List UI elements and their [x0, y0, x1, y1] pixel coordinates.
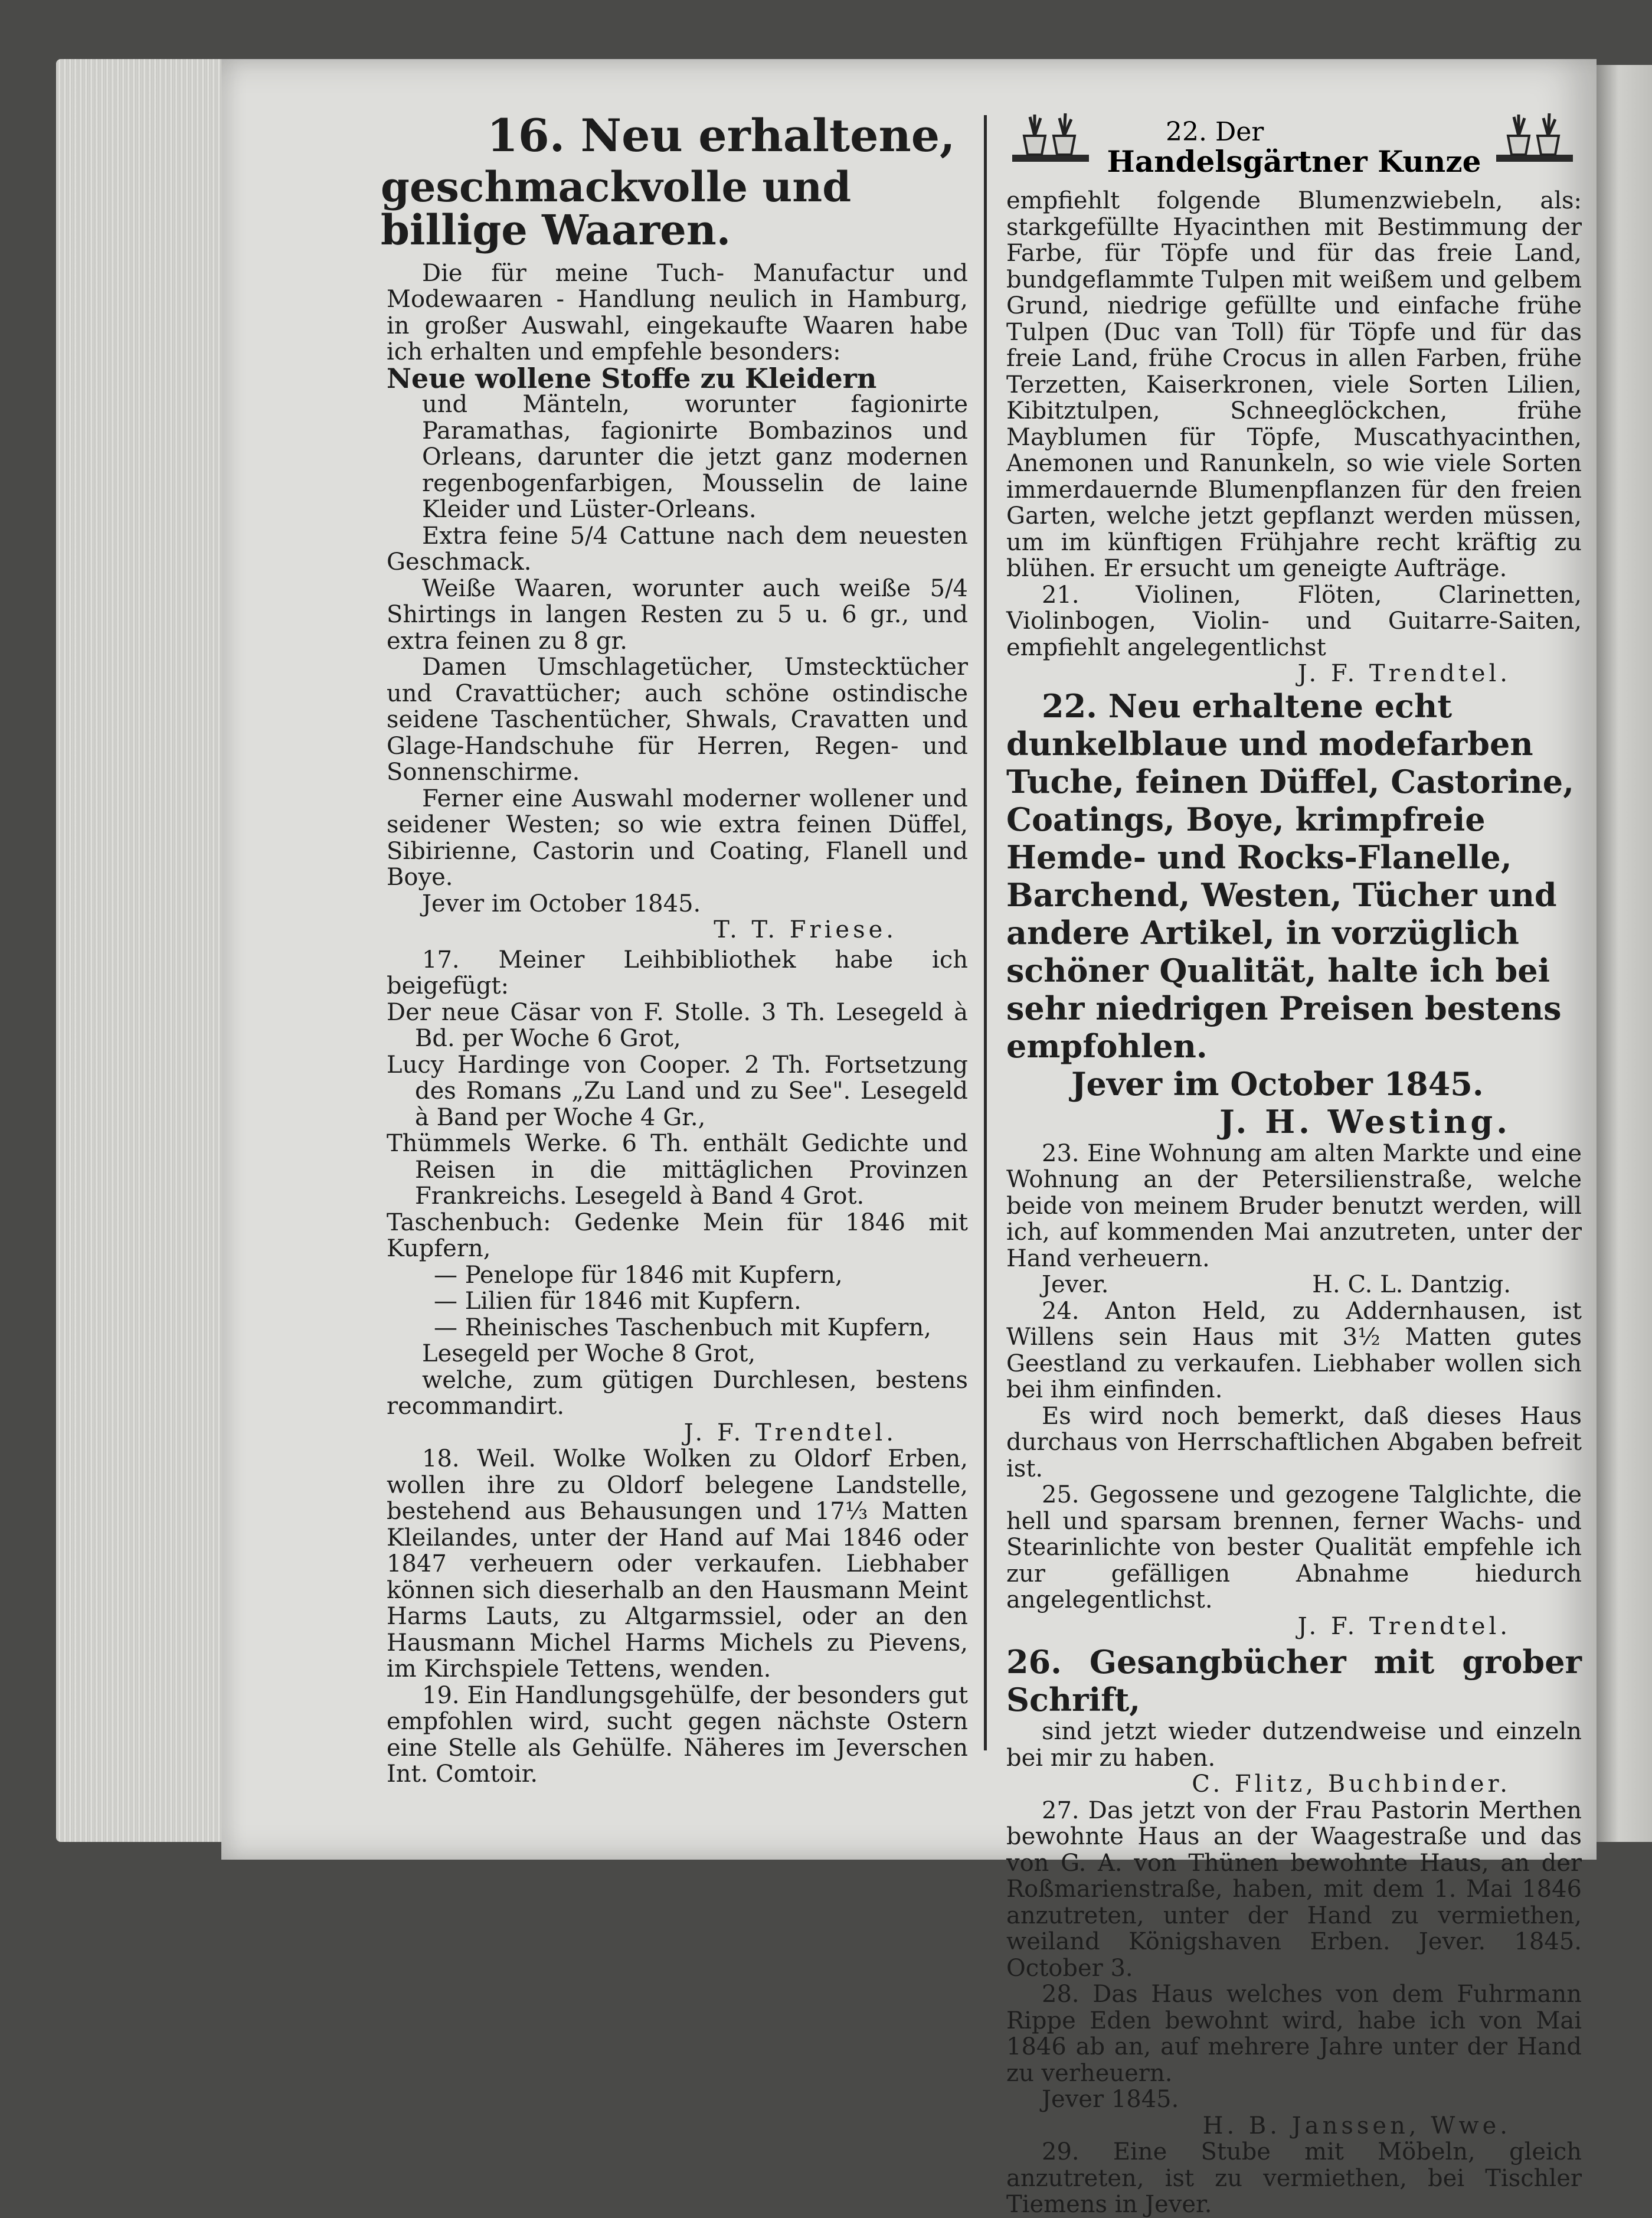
- ad26-signature: C. Flitz, Buchbinder.: [1192, 1771, 1511, 1798]
- ad16-wool-heading: Neue wollene Stoffe zu Kleidern: [387, 362, 877, 394]
- ad17-item-1: Der neue Cäsar von F. Stolle. 3 Th. Lesegeld à Bd. per Woche 6 Grot,: [387, 998, 968, 1053]
- ad28-place: Jever 1845.: [1042, 2086, 1179, 2113]
- ad16-wool-text: und Mänteln, worunter fagionirte Paramathas, fagionirte Bombazinos und Orleans, darunter die jetzt ganz modernen regenbogenfarbigen, Mousselin de laine Kleider und Lüster-Orleans.: [422, 391, 968, 524]
- ad22-kunze-title: Handelsgärtner Kunze: [1107, 144, 1481, 179]
- ad21-signature: J. F. Trendtel.: [1297, 660, 1511, 687]
- ad26-heading: 26. Gesangbücher mit grober Schrift,: [1006, 1643, 1582, 1719]
- left-column: [381, 109, 968, 1788]
- ad17-item-4: Taschenbuch: Gedenke Mein für 1846 mit Kupfern,: [387, 1208, 968, 1263]
- ad16-cattune: Extra feine 5/4 Cattune nach dem neuesten Geschmack.: [387, 522, 968, 576]
- ad23-place: Jever.: [1042, 1271, 1109, 1298]
- ad16-place-date: Jever im October 1845.: [422, 890, 701, 917]
- ad17-item-6: — Lilien für 1846 mit Kupfern.: [434, 1288, 802, 1315]
- ad17-item-3: Thümmels Werke. 6 Th. enthält Gedichte und Reisen in die mittäglichen Provinzen Frankreichs. Lesegeld à Band 4 Grot.: [387, 1130, 968, 1210]
- ad18-text: 18. Weil. Wolke Wolken zu Oldorf Erben, wollen ihre zu Oldorf belegene Landstelle, bestehend aus Behausungen und 17⅓ Matten Kleilandes, unter der Hand auf Mai 1846 oder 1847 verheuern oder verkaufen. Liebhaber können sich dieserhalb an den Hausmann Meint Harms Lauts, zu Altgarmssiel, oder an den Hausmann Michel Harms Michels zu Pievens, im Kirchspiele Tettens, wenden.: [387, 1445, 968, 1683]
- ad22-kunze-number: 22. Der: [1166, 117, 1264, 147]
- ad16-heading-1: 16. Neu erhaltene,: [487, 109, 956, 162]
- ad22-westing-place: Jever im October 1845.: [1071, 1064, 1484, 1103]
- ad17-recommend: welche, zum gütigen Durchlesen, bestens recommandirt.: [387, 1366, 968, 1420]
- ad16-intro: Die für meine Tuch- Manufactur und Modewaaren - Handlung neulich in Hamburg, in großer Auswahl, eingekaufte Waaren habe ich erhalten und empfehle besonders:: [387, 259, 968, 366]
- ad22-westing-text: 22. Neu erhaltene echt dunkelblaue und modefarben Tuche, feinen Düffel, Castorine, Coatings, Boye, krimpfreie Hemde- und Rocks-Flanelle, Barchend, Westen, Tücher und andere Artikel, in vorzüglich schöner Qualität, halte ich bei sehr niedrigen Preisen bestens empfohlen.: [1006, 687, 1574, 1065]
- ad22-kunze-text: empfiehlt folgende Blumenzwiebeln, als: starkgefüllte Hyacinthen mit Bestimmung der Farbe, für Töpfe und für das freie Land, bundgeflammte Tulpen mit weißem und gelbem Grund, niedrige gefüllte und einfache frühe Tulpen (Duc van Toll) für Töpfe und für das freie Land, frühe Crocus in allen Farben, frühe Terzetten, Kaiserkronen, viele Sorten Lilien, Kibitztulpen, Schneeglöckchen, frühe Mayblumen für Töpfe, Muscathyacinthen, Anemonen und Ranunkeln, so wie viele Sorten immerdauernde Blumenpflanzen für den freien Garten, welche jetzt gepflanzt werden müssen, um im künftigen Frühjahre recht kräftig zu blühen. Er ersucht um geneigte Aufträge.: [1006, 187, 1582, 582]
- ad17-item-2: Lucy Hardinge von Cooper. 2 Th. Fortsetzung des Romans „Zu Land und zu See". Lesegeld à Band per Woche 4 Gr.,: [387, 1051, 968, 1131]
- ad17-intro: 17. Meiner Leihbibliothek habe ich beigefügt:: [387, 946, 968, 1000]
- ad17-signature: J. F. Trendtel.: [683, 1419, 897, 1446]
- ad24-text: 24. Anton Held, zu Addernhausen, ist Willens sein Haus mit 3½ Matten gutes Geestland zu verkaufen. Liebhaber wollen sich bei ihm einfinden.: [1006, 1297, 1582, 1403]
- ad16-shawls: Damen Umschlagetücher, Umstecktücher und Cravattücher; auch schöne ostindische seidene Taschentücher, Shwals, Cravatten und Glage-Handschuhe für Herren, Regen- und Sonnenschirme.: [387, 654, 968, 786]
- ad28-text: 28. Das Haus welches von dem Fuhrmann Rippe Eden bewohnt wird, habe ich von Mai 1846 ab an, auf mehrere Jahre unter der Hand zu verheuern.: [1006, 1981, 1582, 2087]
- column-divider: [984, 115, 987, 1750]
- ad26-text: sind jetzt wieder dutzendweise und einzeln bei mir zu haben.: [1006, 1718, 1582, 1772]
- book-page-edges: [56, 59, 233, 1842]
- ad21-text: 21. Violinen, Flöten, Clarinetten, Violinbogen, Violin- und Guitarre-Saiten, empfiehlt angelegentlichst: [1006, 581, 1582, 661]
- ad27-text: 27. Das jetzt von der Frau Pastorin Merthen bewohnte Haus an der Waagestraße und das von G. A. von Thünen bewohnte Haus, an der Roßmarienstraße, haben, mit dem 1. Mai 1846 anzutreten, unter der Hand zu vermiethen, weiland Königshaven Erben. Jever. 1845. October 3.: [1006, 1796, 1582, 1982]
- ad23-footer: [1006, 1272, 1582, 1298]
- ad16-signature: T. T. Friese.: [714, 916, 897, 944]
- ad25-signature: J. F. Trendtel.: [1297, 1612, 1511, 1640]
- ad24-note: Es wird noch bemerkt, daß dieses Haus durchaus von Herrschaftlichen Abgaben befreit ist.: [1006, 1402, 1582, 1482]
- ad19-text: 19. Ein Handlungsgehülfe, der besonders gut empfohlen wird, sucht gegen nächste Ostern eine Stelle als Gehülfe. Näheres im Jeverschen Int. Comtoir.: [387, 1681, 968, 1788]
- ad23-text: 23. Eine Wohnung am alten Markte und eine Wohnung an der Petersilienstraße, welche beide von meinem Bruder benutzt werden, will ich, auf kommenden Mai anzutreten, unter der Hand verheuern.: [1006, 1139, 1582, 1272]
- ad16-heading-2: geschmackvolle und billige Waaren.: [381, 162, 852, 255]
- ad29-text: 29. Eine Stube mit Möbeln, gleich anzutreten, ist zu vermiethen, bei Tischler Tiemens in Jever.: [1006, 2138, 1582, 2218]
- ad25-text: 25. Gegossene und gezogene Talglichte, die hell und sparsam brennen, ferner Wachs- und Stearinlichte von bester Qualität empfehle ich zur gefälligen Abnahme hiedurch angelegentlichst.: [1006, 1481, 1582, 1613]
- ad17-item-5: — Penelope für 1846 mit Kupfern,: [434, 1261, 843, 1289]
- ad17-item-7: — Rheinisches Taschenbuch mit Kupfern,: [434, 1314, 931, 1341]
- ad28-signature: H. B. Janssen, Wwe.: [1202, 2112, 1511, 2139]
- ad16-vests: Ferner eine Auswahl moderner wollener und seidener Westen; so wie extra feinen Düffel, Sibirienne, Castorin und Coating, Flanell und Boye.: [387, 785, 968, 891]
- ad16-white-goods: Weiße Waaren, worunter auch weiße 5/4 Shirtings in langen Resten zu 5 u. 6 gr., und extra feinen zu 8 gr.: [387, 574, 968, 655]
- facing-page-edge: [1597, 65, 1652, 1842]
- ad22-westing-signature: J. H. Westing.: [1219, 1102, 1511, 1141]
- right-column: [1006, 135, 1582, 2218]
- ad23-signature: H. C. L. Dantzig.: [1312, 1271, 1511, 1298]
- ad17-fee: Lesegeld per Woche 8 Grot,: [422, 1340, 756, 1368]
